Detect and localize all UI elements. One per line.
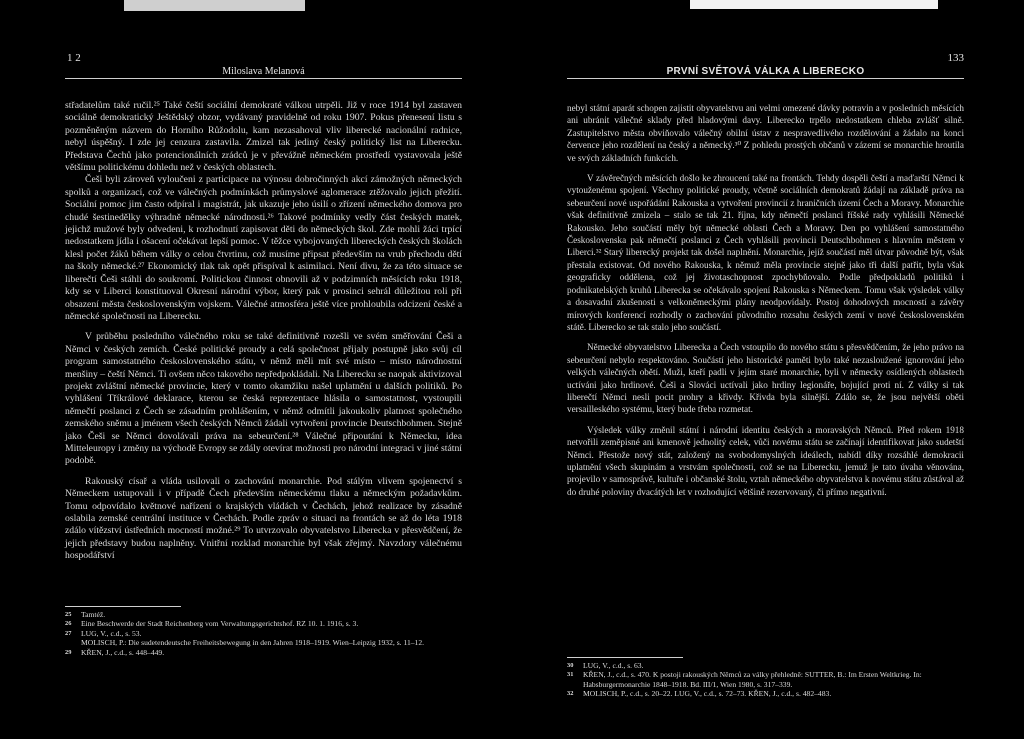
paragraph: střadatelům také ručil.²⁵ Také čeští sociální demokraté válkou utrpěli. Již v roce 1914 byl zastaven sociálně demokratický Ještědský obzor, vydávaný pravidelně od roku 1907. Pokus přenesení listu s pozměněným názvem do Horního Růžodolu, kam nezasahoval vliv liberecké nacionální radnice, nebyl úspěšný. I zde jej cenzura zastavila. Zmizel tak jediný český politický list na Liberecku. Představa Čechů jako potencionálních zrádců je v převážně německém prostředí vystavovala ještě většímu politickému dohledu než v českých oblastech. [65,100,462,174]
paragraph: Německé obyvatelstvo Liberecka a Čech vstoupilo do nového státu s přesvědčením, že jeho právo na sebeurčení nebylo respektováno. Součástí jeho historické paměti bylo také nezasloužené ignorování jeho velkých válečných obětí. Muži, kteří padli v jejím staré monarchie, byli v německy osídlených oblastech uctíváni jako hrdinové. Češi a Slováci uctívali jako hrdiny legionáře, bojující proti ní. Z války si tak liberečtí Němci nesli pocit prohry a křivdy. Křivda byla silnější. Zdálo se, že jsou největší oběti versailleského systému, který bude třeba rozmetat. [567,342,964,415]
footnote-rule [65,606,181,607]
running-head: PRVNÍ SVĚTOVÁ VÁLKA A LIBERECKO [567,66,964,79]
footnote: 25 Tamtéž. [65,610,106,619]
footnote: 32 MOLISCH, P., c.d., s. 20–22. LUG, V., c.d., s. 72–73. KŘEN, J., c.d., s. 482–483. [567,689,832,699]
paragraph: Výsledek války změnil státní i národní identitu českých a moravských Němců. Před rokem 1918 netvořili zeměpisné ani kmenově jednolitý celek, vůči novému státu se začínají identifikovat jako sudetští Němci. Přestože nový stát, založený na svobodomyslných ideálech, nabídl díky rozsáhlé demokracii uplatnění všech skupinám a vrstvám společnosti, což se na Liberecku, jemuž je tato úvaha věnována, projevilo v samosprávě, kultuře i občanské štolu, vztah německého obyvatelstva k novému státu zůstával až do druhé poloviny dvacátých let v rozhodující většině rezervovaný, či přímo negativní. [567,424,964,497]
footnotes [65,606,462,657]
footnote: 26 Eine Beschwerde der Stadt Reichenberg vom Verwaltungsgerichtshof. RZ 10. 1. 1916, s. 3. [65,619,359,629]
scan-edge-strip-right [690,0,938,9]
left-page [65,40,462,730]
footnote: MOLISCH, P.: Die sudetendeutsche Freiheitsbewegung in den Jahren 1918–1919. Wien–Leipzig 1932, s. 11–12. [81,638,425,648]
body-text [65,100,462,563]
paragraph: V závěrečných měsících došlo ke zhroucení také na frontách. Tehdy dospěli čeští a maďarští Němci k vytouženému spojení. Všechny politické proudy, včetně sociálních demokratů žádají na základě práva na sebeurčení nové uspořádání Rakouska a vytvoření provincií z hraničních území Čech a Moravy. Monarchie však definitivně zmizela – stalo se tak 21. října, kdy němečtí poslanci říšské rady vyhlásili Německé Rakousko. Jeho součástí měly být německé oblasti Čech a Moravy. Den po vyhlášení samostatného Československa pak němečtí poslanci z Čech vyhlásili provincii Deutschbohmen s hlavním městem v Liberci.³² Starý liberecký projekt tak došel naplnění. Monarchie, jejíž součástí měl útvar původně být, však přestala existovat. Od nového Rakouska, k němuž měla provincie stejně jako tři další patřit, byla však geograficky oddělena, což jej životaschopnost zpochybňovalo. Podle předpokladů politiků i podnikatelských kruhů Liberecka se očekávalo spojení Rakouska s Německem. Tomu však výsledek války a dosavadní zkušenosti s velkoněmeckými plány neodpovídaly. Postoj dohodových mocností a závěry mírových konferencí rozhodly o zachování původního rozsahu českých zemí v nové československém státě. Liberecko se tak stalo jeho součástí. [567,173,964,332]
footnote-rule [567,657,683,658]
page-number: 1 2 [67,52,81,64]
paragraph: Rakouský císař a vláda usilovali o zachování monarchie. Pod stálým vlivem spojenectví s Německem ustupovali i v případě Čech především německému tlaku a německým požadavkům. Tomu odpovídalo květnové nařízení o krajských vládách v Čechách, jehož realizace by zásadně oslabila zemské centrální instituce v Čechách. Podle zpráv o situaci na frontách se až do léta 1918 zdálo vítězství ústředních mocností možné.²⁹ To utvrzovalo obyvatelstvo Liberecka v přesvědčení, že jejich představy budou naplněny. Vnitřní rozklad monarchie byl však zřejmý. Navzdory válečnému hospodářství [65,475,462,562]
body-text [567,102,964,498]
paragraph: Češi byli zároveň vyloučeni z participace na výnosu dobročinných akcí zámožných německých spolků a organizací, což ve válečných podmínkách průmyslové aglomerace ztěžovalo jejich přežití. Sociální pomoc jim často odpíral i magistrát, jak ukazuje jeho úsilí o zřízení německého domova pro chudé šestinedělky výhradně německé národnosti.²⁶ Takové podmínky vedly část českých matek, jejichž mužové byly odvedeni, k rozhodnutí zapisovat děti do německých škol. Zde mohli žáci trpící nedostatkem jídla i ošacení očekávat lepší pomoc. V těžce vybojovaných libereckých českých školách klesl počet žáků během války o celou čtvrtinu, což musíme připsat především na vrub přechodu dětí na školy německé.²⁷ Ekonomický tlak tak opět přispíval k asimilaci. Není divu, že za této situace se liberečtí Češi stáhli do soukromí. Politickou činnost obnovili až v podzimních měsících roku 1918, kdy se v Liberci konstituoval Okresní národní výbor, který pak v prosinci sehrál důležitou roli při obsazení města československým vojskem. Válečné atmosféra ještě více prohloubila odcizení české a německé společnosti na Liberecku. [65,174,462,322]
footnote: 27 LUG, V., c.d., s. 53. [65,628,142,638]
footnote: 30 LUG, V., c.d., s. 63. [567,661,644,670]
footnote: 31 KŘEN, J., c.d., s. 470. K postoji rakouských Němců za války přehledně: SUTTER, B.: Im Ersten Weltkrieg. In: Habsburgermonarchie 1848–1918. Bd. III/1, Wien 1980, s. 317–339. [567,670,922,689]
footnote: 29 KŘEN, J., c.d., s. 448–449. [65,647,165,657]
right-page [567,40,964,730]
page-number: 133 [947,52,964,64]
running-head: Miloslava Melanová [65,66,462,79]
footnotes [567,657,964,699]
paragraph: V průběhu posledního válečného roku se také definitivně rozešli ve svém směřování Češi a Němci v českých zemích. České politické proudy a celá společnost přijaly postupně jako svůj cíl program samostatného československého státu, v němž měli mít své místo – místo národnostní menšiny – čeští Němci. Ti ovšem něco takového nepředpokládali. Na Liberecku se naopak aktivizoval projekt zvláštní německé provincie, který v tomto okamžiku našel uplatnění u dalších politiků. Po vyhlášení Tříkrálové deklarace, kterou se česká reprezentace hlásila o samostatnost, vystoupili němečtí poslanci z Čech se zásadním prohlášením, v němž odmítli jakoukoliv platnost společného zemského sněmu a jménem všech českých Němců žádali vytvoření provincie Deutschbohmen. Stejně jako Češi se Němci dovolávali práva na sebeurčení.²⁸ Válečné připoutání k Německu, idea Mitteleuropy i změny na východě Evropy se zdály otevírat možnosti pro národní integraci v jiné státní podobě. [65,331,462,467]
paragraph: nebyl státní aparát schopen zajistit obyvatelstvu ani velmi omezené dávky potravin a v posledních měsících ani ubránit válečné sklady před hladovými davy. Liberecko trpělo nedostatkem chleba zvlášť silně. Zastupitelstvo města obviňovalo válečný obilní ústav z nespravedlivého rozdělování a žádalo na konci července jeho rozdělení na český a německý.³⁰ Z pohledu prostých občanů v zázemí se monarchie hroutila ve svých základních funkcích. [567,103,964,163]
scan-edge-strip-left [124,0,305,11]
